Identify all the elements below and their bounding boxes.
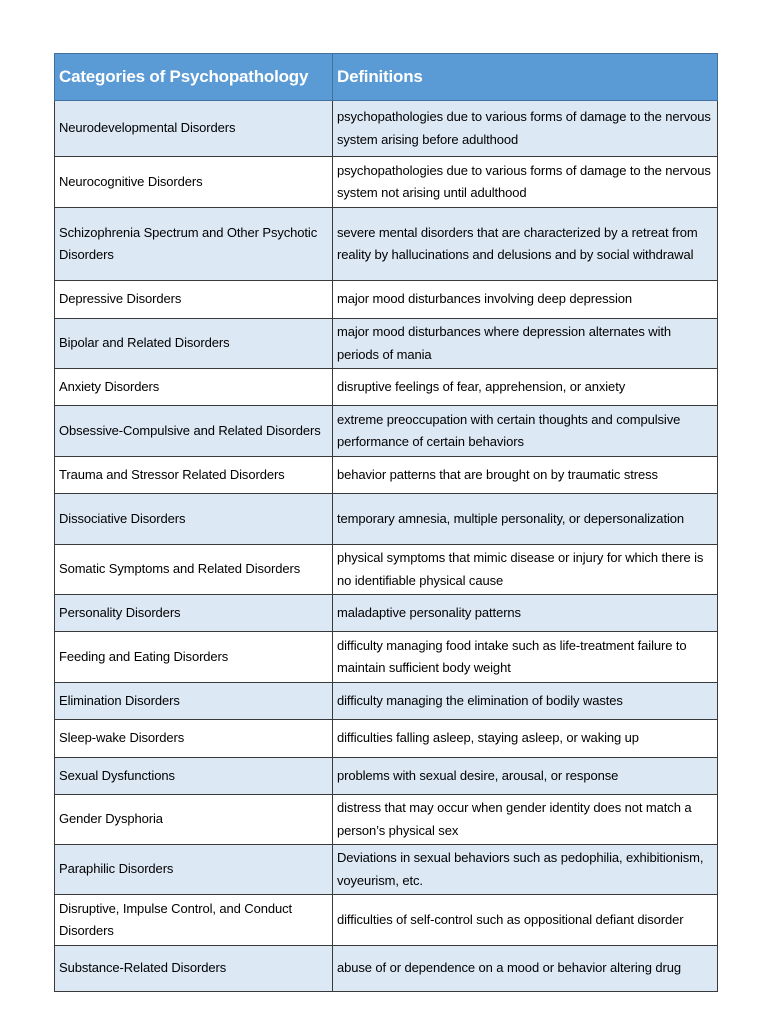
table-body xyxy=(55,101,718,992)
category-cell: Trauma and Stressor Related Disorders xyxy=(55,457,333,494)
definition-cell: physical symptoms that mimic disease or injury for which there is no identifiable physical cause xyxy=(333,545,718,595)
table-header xyxy=(55,54,718,101)
category-cell: Feeding and Eating Disorders xyxy=(55,632,333,683)
document-page xyxy=(54,53,717,992)
definition-cell: temporary amnesia, multiple personality, or depersonalization xyxy=(333,494,718,545)
category-cell: Gender Dysphoria xyxy=(55,795,333,845)
category-cell: Paraphilic Disorders xyxy=(55,845,333,895)
table-row xyxy=(55,758,718,795)
header-row xyxy=(55,54,718,101)
category-cell: Neurocognitive Disorders xyxy=(55,157,333,208)
table-row xyxy=(55,101,718,157)
definition-cell: extreme preoccupation with certain thoughts and compulsive performance of certain behaviors xyxy=(333,406,718,457)
category-cell: Sexual Dysfunctions xyxy=(55,758,333,795)
category-cell: Schizophrenia Spectrum and Other Psychotic Disorders xyxy=(55,208,333,281)
definition-cell: disruptive feelings of fear, apprehension, or anxiety xyxy=(333,369,718,406)
definition-cell: Deviations in sexual behaviors such as pedophilia, exhibitionism, voyeurism, etc. xyxy=(333,845,718,895)
psychopathology-table xyxy=(54,53,718,992)
table-row xyxy=(55,632,718,683)
definition-cell: difficulty managing the elimination of bodily wastes xyxy=(333,683,718,720)
category-cell: Elimination Disorders xyxy=(55,683,333,720)
category-cell: Neurodevelopmental Disorders xyxy=(55,101,333,157)
table-row xyxy=(55,545,718,595)
definition-cell: distress that may occur when gender identity does not match a person’s physical sex xyxy=(333,795,718,845)
category-cell: Personality Disorders xyxy=(55,595,333,632)
category-cell: Depressive Disorders xyxy=(55,281,333,319)
table-row xyxy=(55,720,718,758)
definition-cell: difficulties falling asleep, staying asleep, or waking up xyxy=(333,720,718,758)
table-row xyxy=(55,494,718,545)
table-row xyxy=(55,157,718,208)
category-cell: Disruptive, Impulse Control, and Conduct Disorders xyxy=(55,895,333,946)
definition-cell: abuse of or dependence on a mood or behavior altering drug xyxy=(333,946,718,992)
category-cell: Substance-Related Disorders xyxy=(55,946,333,992)
table-row xyxy=(55,895,718,946)
definition-cell: severe mental disorders that are characterized by a retreat from reality by hallucinations and delusions and by social withdrawal xyxy=(333,208,718,281)
table-row xyxy=(55,319,718,369)
table-row xyxy=(55,457,718,494)
definition-cell: behavior patterns that are brought on by traumatic stress xyxy=(333,457,718,494)
category-cell: Somatic Symptoms and Related Disorders xyxy=(55,545,333,595)
definition-cell: maladaptive personality patterns xyxy=(333,595,718,632)
definition-cell: difficulties of self-control such as oppositional defiant disorder xyxy=(333,895,718,946)
category-cell: Dissociative Disorders xyxy=(55,494,333,545)
table-row xyxy=(55,845,718,895)
header-categories: Categories of Psychopathology xyxy=(55,54,333,101)
table-row xyxy=(55,946,718,992)
table-row xyxy=(55,683,718,720)
definition-cell: difficulty managing food intake such as life-treatment failure to maintain sufficient body weight xyxy=(333,632,718,683)
category-cell: Bipolar and Related Disorders xyxy=(55,319,333,369)
definition-cell: major mood disturbances where depression alternates with periods of mania xyxy=(333,319,718,369)
definition-cell: psychopathologies due to various forms of damage to the nervous system arising before adulthood xyxy=(333,101,718,157)
category-cell: Obsessive-Compulsive and Related Disorders xyxy=(55,406,333,457)
definition-cell: psychopathologies due to various forms of damage to the nervous system not arising until adulthood xyxy=(333,157,718,208)
definition-cell: major mood disturbances involving deep depression xyxy=(333,281,718,319)
header-definitions: Definitions xyxy=(333,54,718,101)
category-cell: Sleep-wake Disorders xyxy=(55,720,333,758)
table-row xyxy=(55,595,718,632)
table-row xyxy=(55,208,718,281)
category-cell: Anxiety Disorders xyxy=(55,369,333,406)
definition-cell: problems with sexual desire, arousal, or response xyxy=(333,758,718,795)
table-row xyxy=(55,369,718,406)
table-row xyxy=(55,795,718,845)
table-row xyxy=(55,281,718,319)
table-row xyxy=(55,406,718,457)
